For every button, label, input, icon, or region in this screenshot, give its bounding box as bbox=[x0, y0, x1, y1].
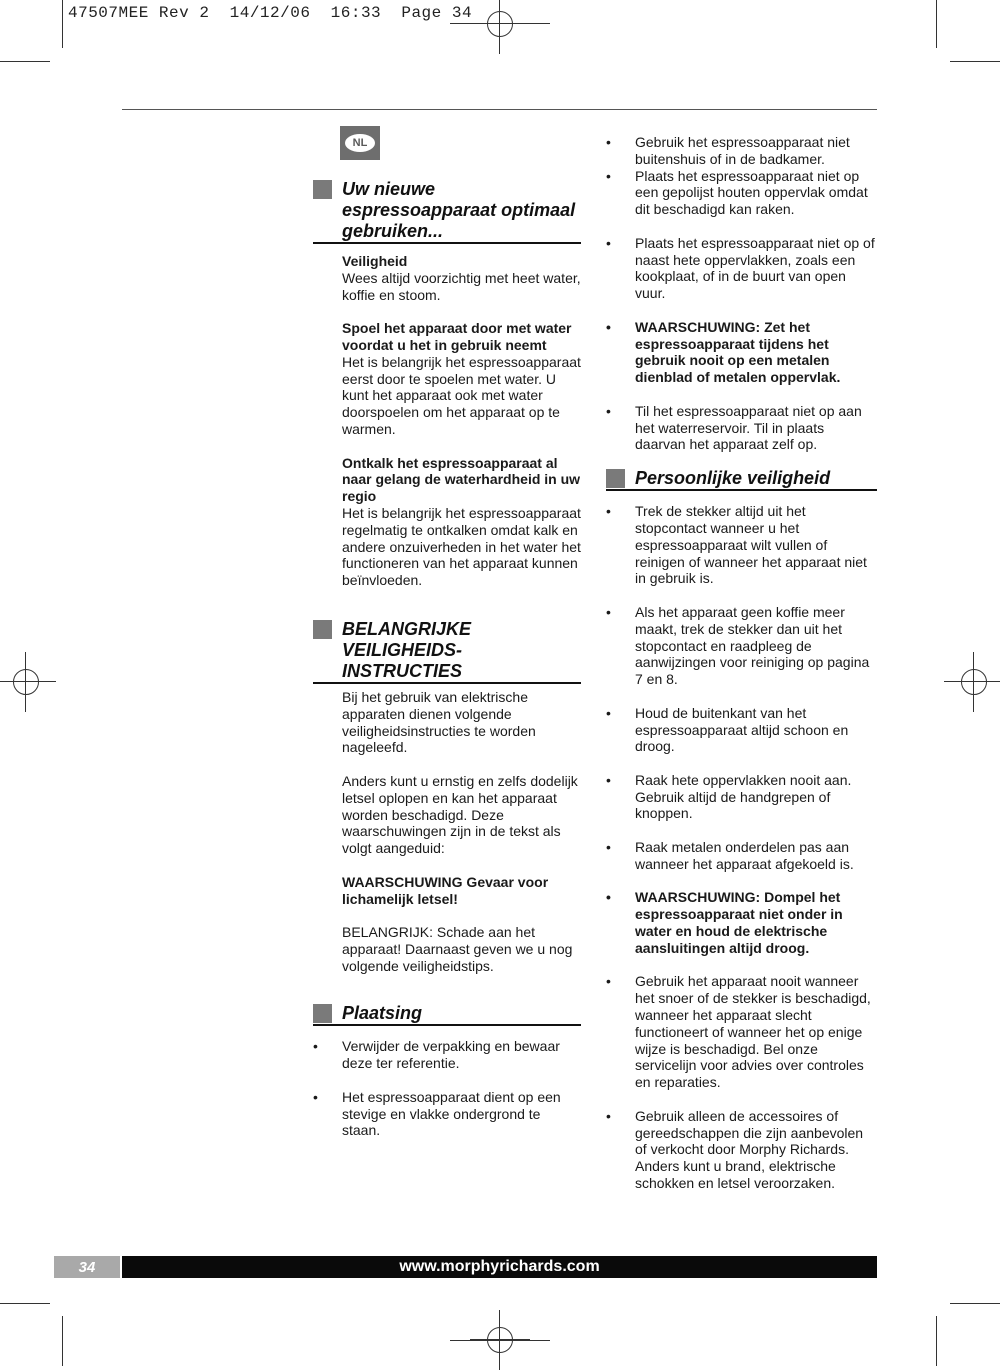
list-item: • Raak hete oppervlakken nooit aan. Gebruik altijd de handgrepen of knoppen. bbox=[606, 772, 877, 822]
heading-text: BELANGRIJKE VEILIGHEIDS-INSTRUCTIES bbox=[342, 618, 472, 681]
list-item: • Gebruik het espressoapparaat niet buitenshuis of in de badkamer. bbox=[606, 134, 877, 168]
bullet-list bbox=[606, 503, 877, 1192]
section-heading bbox=[313, 1003, 581, 1026]
section-heading bbox=[313, 179, 581, 244]
list-item: • Het espressoapparaat dient op een stevige en vlakke ondergrond te staan. bbox=[313, 1089, 581, 1139]
registration-mark-icon bbox=[470, 1310, 530, 1370]
heading-square-icon bbox=[313, 180, 332, 199]
crop-mark bbox=[62, 1316, 63, 1366]
crop-mark bbox=[62, 0, 63, 48]
list-item: • Raak metalen onderdelen pas aan wanneer het apparaat afgekoeld is. bbox=[606, 839, 877, 873]
heading-square-icon bbox=[313, 620, 332, 639]
list-item: • Trek de stekker altijd uit het stopcontact wanneer u het espressoapparaat wilt vullen of reinigen of wanneer het apparaat niet in gebruik is. bbox=[606, 503, 877, 587]
list-item: • Plaats het espressoapparaat niet op een gepolijst houten oppervlak omdat dit beschadigd kan raken. bbox=[606, 168, 877, 218]
list-item: • Gebruik het apparaat nooit wanneer het snoer of de stekker is beschadigd, wanneer het apparaat slecht functioneert of wanneer het op enige wijze is beschadigd. Bel onze servicelijn voor advies over controles en reparaties. bbox=[606, 973, 877, 1091]
heading-square-icon bbox=[313, 1004, 332, 1023]
bullet-list bbox=[606, 134, 877, 453]
list-item-warning: • WAARSCHUWING: Zet het espressoapparaat tijdens het gebruik nooit op een metalen dienblad of metalen oppervlak. bbox=[606, 319, 877, 386]
subheading-descale: Ontkalk het espressoapparaat al naar gelang de waterhardheid in uw regio bbox=[342, 454, 581, 505]
list-item: • Houd de buitenkant van het espressoapparaat altijd schoon en droog. bbox=[606, 705, 877, 755]
section-heading bbox=[313, 619, 581, 684]
subheading-rinse: Spoel het apparaat door met water voordat u het in gebruik neemt bbox=[342, 320, 572, 353]
paragraph: Het is belangrijk het espressoapparaat regelmatig te ontkalken omdat kalk en andere onzuiverheden in het water het functioneren van het apparaat kunnen beïnvloeden. bbox=[342, 504, 581, 589]
print-header: 47507MEE Rev 2 14/12/06 16:33 Page 34 bbox=[68, 4, 473, 22]
heading-square-icon bbox=[606, 469, 625, 488]
website-link[interactable]: www.morphyrichards.com bbox=[399, 1258, 600, 1275]
crop-mark bbox=[950, 1303, 1000, 1304]
list-item-warning: • WAARSCHUWING: Dompel het espressoapparaat niet onder in water en houd de elektrische aansluitingen altijd droog. bbox=[606, 889, 877, 956]
paragraph: Het is belangrijk het espressoapparaat eerst door te spoelen met water. U kunt het apparaat ook met water doorspoelen om het apparaat op te warmen. bbox=[342, 353, 581, 437]
crop-mark bbox=[936, 1316, 937, 1366]
language-badge-label: NL bbox=[345, 134, 375, 152]
list-item: • Plaats het espressoapparaat niet op of naast hete oppervlakken, zoals een kookplaat, of in de buurt van open vuur. bbox=[606, 235, 877, 302]
footer-website bbox=[122, 1256, 877, 1278]
subheading-safety: Veiligheid bbox=[342, 253, 408, 269]
left-column bbox=[313, 134, 581, 1139]
bullet-list bbox=[313, 1038, 581, 1139]
section-body bbox=[313, 689, 581, 975]
heading-text: Persoonlijke veiligheid bbox=[635, 468, 831, 489]
top-rule bbox=[122, 109, 877, 110]
section-heading bbox=[606, 468, 877, 491]
paragraph: Bij het gebruik van elektrische apparaten dienen volgende veiligheidsinstructies te worden nageleefd. bbox=[342, 688, 536, 756]
right-column bbox=[606, 134, 877, 1192]
list-item: • Gebruik alleen de accessoires of gereedschappen die zijn aanbevolen of verkocht door Morphy Richards. Anders kunt u brand, elektrische schokken en letsel veroorzaken. bbox=[606, 1108, 877, 1192]
heading-text: Plaatsing bbox=[342, 1003, 423, 1024]
registration-mark-icon bbox=[0, 652, 56, 712]
heading-text: Uw nieuwe espressoapparaat optimaal gebruiken... bbox=[342, 179, 576, 241]
crop-mark bbox=[0, 1303, 50, 1304]
paragraph: Wees altijd voorzichtig met heet water, koffie en stoom. bbox=[342, 269, 581, 303]
paragraph: Anders kunt u ernstig en zelfs dodelijk letsel oplopen en kan het apparaat worden beschadigd. Deze waarschuwingen zijn in de tekst als volgt aangeduid: bbox=[342, 772, 578, 857]
important-text: BELANGRIJK: Schade aan het apparaat! Daarnaast geven we u nog volgende veiligheidstips. bbox=[342, 924, 573, 974]
list-item: • Til het espressoapparaat niet op aan het waterreservoir. Til in plaats daarvan het apparaat zelf op. bbox=[606, 403, 877, 453]
crop-mark bbox=[936, 0, 937, 48]
registration-mark-icon bbox=[470, 0, 530, 54]
crop-mark bbox=[950, 61, 1000, 62]
crop-mark bbox=[0, 61, 50, 62]
section-body bbox=[313, 253, 581, 589]
warning-text: WAARSCHUWING Gevaar voor lichamelijk letsel! bbox=[342, 873, 549, 907]
list-item: • Verwijder de verpakking en bewaar deze ter referentie. bbox=[313, 1038, 581, 1072]
registration-mark-icon bbox=[944, 652, 1000, 712]
list-item: • Als het apparaat geen koffie meer maakt, trek de stekker dan uit het stopcontact en raadpleeg de aanwijzingen voor reiniging op pagina 7 en 8. bbox=[606, 604, 877, 688]
page-number: 34 bbox=[54, 1256, 120, 1278]
